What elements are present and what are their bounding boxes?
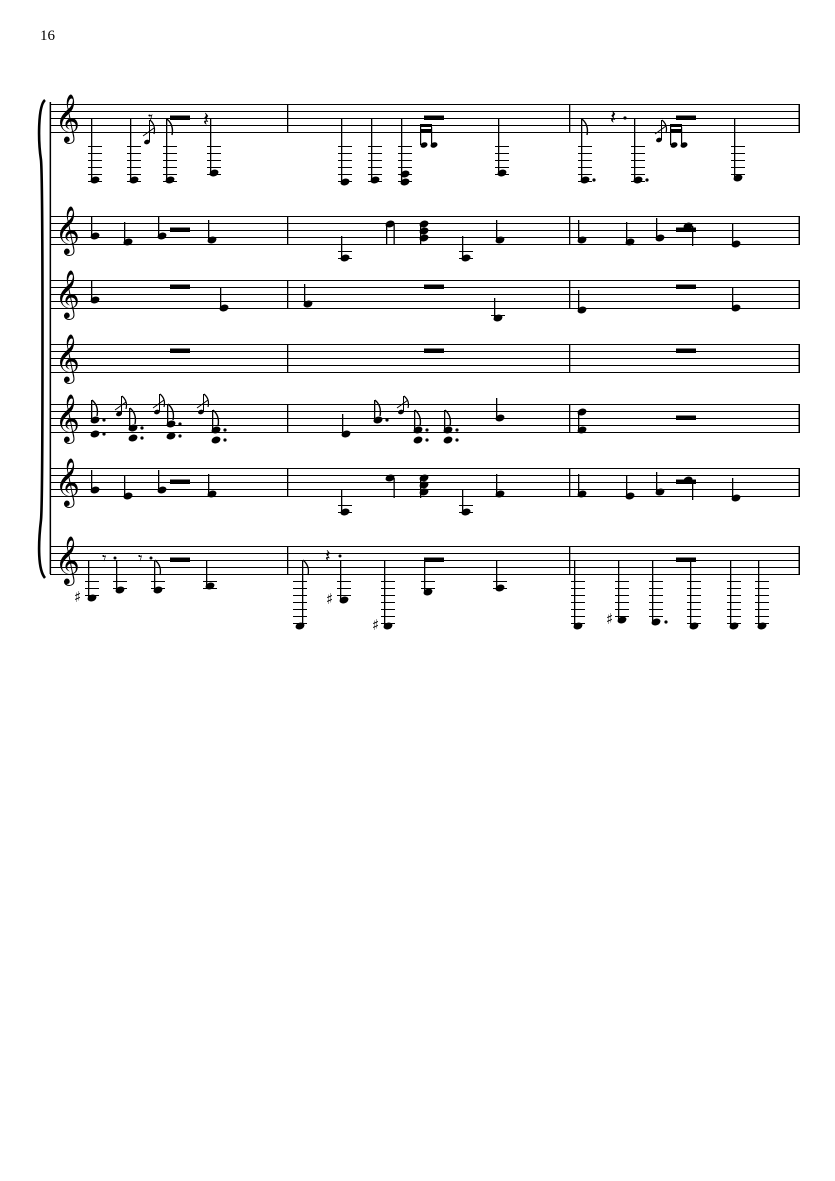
multimeasure-rest-bar [676,416,696,421]
note-group [413,410,429,445]
notehead [413,435,424,444]
note-group [577,290,588,315]
grace-note [655,120,667,143]
note-group [338,490,352,517]
multimeasure-rest-bar [424,116,444,121]
sharp-accidental: ♯ [74,588,82,606]
note-group [338,119,352,187]
note-group [493,560,507,593]
beamed-sixteenths [670,124,689,149]
note-group [113,560,127,595]
note-group [571,560,585,631]
note-group [341,414,352,439]
sixteenth-rest: 𝄾 [138,549,143,569]
treble-clef-icon: 𝄞 [55,93,80,142]
note-group [731,478,742,503]
note-group [293,560,308,631]
sharp-accidental: ♯ [372,616,380,634]
note-group [727,560,741,631]
note-group [495,119,509,178]
multimeasure-rest-bar [676,285,696,290]
augmentation-dot [385,418,388,421]
note-group [373,400,389,425]
note-group [123,222,134,247]
augmentation-dot [592,178,595,181]
notehead [211,435,222,444]
beamed-sixteenths [420,124,439,149]
augmentation-dot [102,418,105,421]
note-group [203,560,217,591]
note-group [368,119,382,185]
system-brace [39,100,51,578]
augmentation-dot [645,178,648,181]
augmentation-dot [102,432,105,435]
note-group [90,280,101,305]
multimeasure-rest-bar [424,285,444,290]
sixteenth-rest: 𝄾 [102,549,107,569]
multimeasure-rest-bar [676,349,696,354]
note-group [90,216,101,241]
note-group [606,560,629,628]
notehead [295,621,306,630]
notehead [128,433,139,442]
eighth-rest: 𝄽 [203,107,210,131]
staff-lines-group [50,105,800,575]
note-group [90,400,106,439]
augmentation-dot [178,434,181,437]
augmentation-dot [223,438,226,441]
augmentation-dot [339,555,342,558]
treble-clef-icon: 𝄞 [55,535,80,584]
multimeasure-rest-bar [170,116,190,121]
note-group [88,119,102,185]
augmentation-dot [150,557,153,560]
note-group [731,119,745,183]
treble-clef-icon: 𝄞 [55,393,80,442]
note-group [385,219,396,244]
note-group [219,288,230,313]
note-group [495,474,506,499]
note-group [151,560,165,595]
barlines-group [287,104,800,575]
note-group [123,476,134,501]
note-group [338,236,352,263]
notehead [90,429,101,438]
note-group [372,560,395,634]
note-group [687,560,701,631]
note-group [625,222,636,247]
grace-note [115,396,127,417]
multimeasure-rest-bar [170,349,190,354]
note-group [459,490,473,517]
note-group [207,474,218,499]
staff-5-notation [90,394,588,445]
multimeasure-rest-bar [676,116,696,121]
note-group [755,560,769,631]
augmentation-dot [425,428,428,431]
augmentation-dot [455,428,458,431]
note-group [578,119,596,185]
notehead [443,435,454,444]
note-group [495,398,506,423]
treble-clefs-group [55,93,80,586]
augmentation-dot [140,436,143,439]
augmentation-dot [114,557,117,560]
multimeasure-rest-bar [424,558,444,563]
rest-bars-group [170,116,696,563]
sharp-accidental: ♯ [606,610,614,628]
multimeasure-rest-bar [170,558,190,563]
eighth-rest: 𝄽 [325,546,331,567]
multimeasure-rest-bar [170,285,190,290]
treble-clef-icon: 𝄞 [55,457,80,506]
note-group [731,224,742,249]
note-group [731,288,742,313]
augmentation-dot [140,426,143,429]
treble-clef-icon: 𝄞 [55,269,80,318]
note-group [683,221,694,246]
note-group [577,474,588,499]
note-group [385,473,396,498]
note-group [649,560,668,627]
augmentation-dot [664,620,667,623]
chord-two-notes [577,407,588,434]
augmentation-dot [178,422,181,425]
treble-clef-icon: 𝄞 [55,205,80,254]
chord-two-notes [419,473,430,498]
note-group [459,236,473,263]
page-number: 16 [40,28,55,44]
note-group [157,216,168,241]
chord-two-notes [419,219,430,244]
multimeasure-rest-bar [676,558,696,563]
eighth-rest: 𝄽 [610,105,617,129]
grace-note [397,396,409,415]
multimeasure-rest-bar [170,228,190,233]
note-group [398,119,412,187]
staff-2-notation [90,216,742,263]
augmentation-dot [425,438,428,441]
multimeasure-rest-bar [424,349,444,354]
note-group [211,410,227,445]
note-group [127,119,141,185]
note-group [625,476,636,501]
note-group [421,560,435,597]
augmentation-dot [223,428,226,431]
sixteenth-rest: 𝄾 [148,107,154,129]
treble-clef-icon: 𝄞 [55,333,80,382]
note-group [631,119,649,185]
note-group [166,404,182,441]
multimeasure-rest-bar [170,480,190,485]
sharp-accidental: ♯ [326,590,334,608]
note-group [443,410,459,445]
staff-6-notation [90,470,742,517]
augmentation-dot [623,116,626,119]
note-group [163,119,177,185]
augmentation-dot [455,438,458,441]
